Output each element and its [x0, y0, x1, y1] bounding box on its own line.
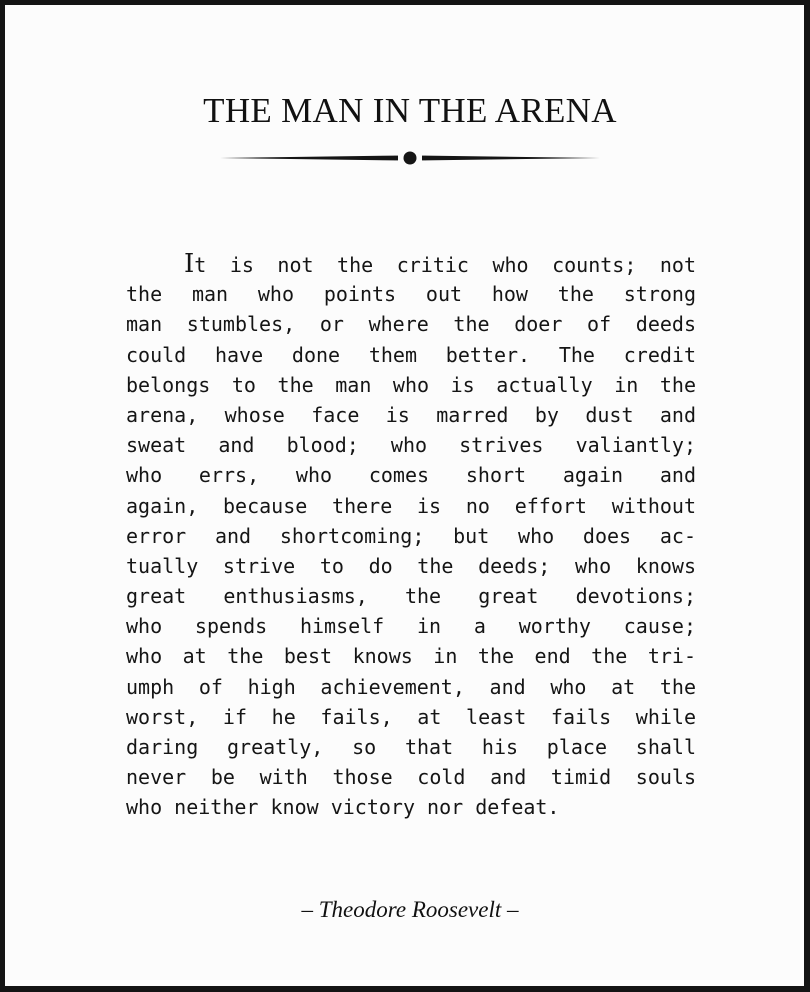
quote-line: worst, if he fails, at least fails while	[126, 704, 696, 729]
quote-line: who neither know victory nor defeat.	[126, 795, 560, 820]
quote-line: sweat and blood; who strives valiantly;	[126, 433, 696, 458]
poster-title: THE MAN IN THE ARENA	[203, 91, 617, 130]
quote-line: umph of high achievement, and who at the	[126, 674, 696, 699]
quote-line: never be with those cold and timid souls	[126, 765, 696, 790]
quote-initial-letter: I	[184, 249, 195, 279]
quote-line: error and shortcoming; but who does ac-	[126, 523, 696, 548]
quote-line: great enthusiasms, the great devotions;	[126, 584, 696, 609]
quote-line: arena, whose face is marred by dust and	[126, 402, 696, 427]
quote-line: who errs, who comes short again and	[126, 463, 696, 488]
quote-line: tually strive to do the deeds; who knows	[126, 553, 696, 578]
quote-line: belongs to the man who is actually in the	[126, 372, 696, 397]
ornamental-dot-divider-icon	[220, 148, 600, 168]
quote-line: man stumbles, or where the doer of deeds	[126, 312, 696, 337]
quote-line: could have done them better. The credit	[126, 342, 696, 367]
quote-line: who spends himself in a worthy cause;	[126, 614, 696, 639]
attribution: – Theodore Roosevelt –	[301, 897, 519, 922]
quote-line: the man who points out how the strong	[126, 282, 696, 307]
quote-line: who at the best knows in the end the tri-	[126, 644, 696, 669]
quote-line: daring greatly, so that his place shall	[126, 735, 696, 759]
quote-line: It is not the critic who counts; not	[184, 249, 696, 279]
quote-line: again, because there is no effort without	[126, 493, 696, 518]
quote-body	[126, 249, 696, 823]
